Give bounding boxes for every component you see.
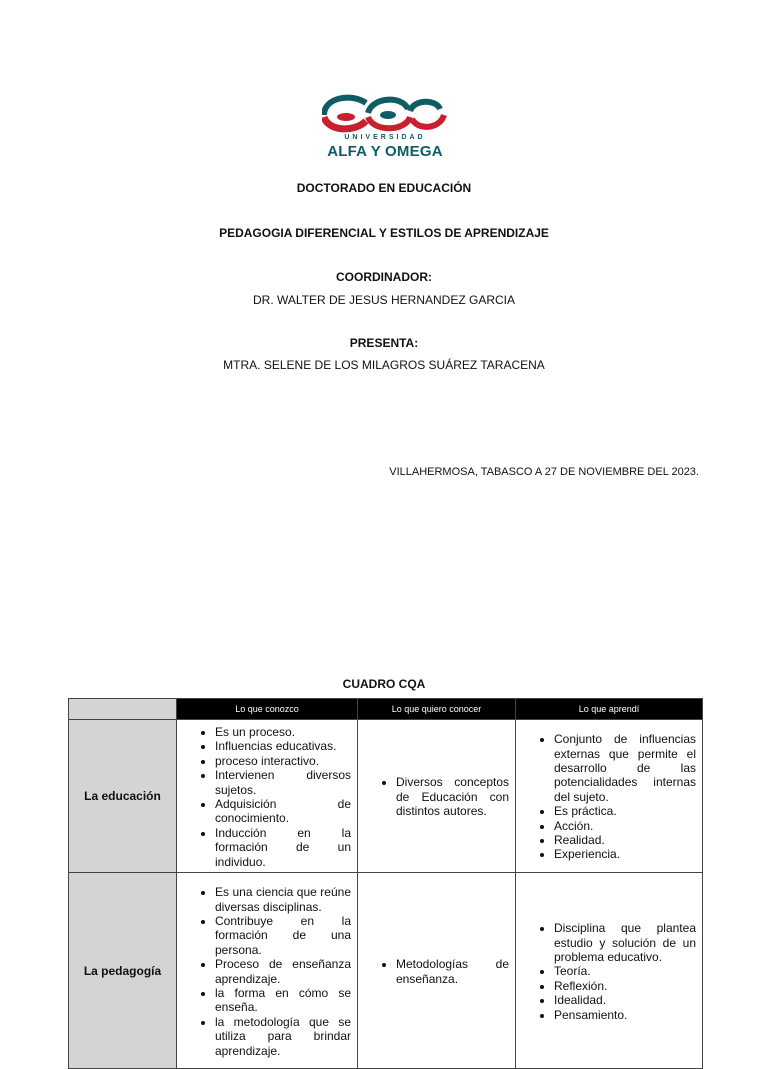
know-cell <box>177 873 358 1069</box>
list-item: • Es un proceso. <box>215 725 351 739</box>
want-cell <box>358 720 516 873</box>
cqa-title: CUADRO CQA <box>342 677 426 691</box>
list-item: • Reflexión. <box>554 979 696 993</box>
header-learned: Lo que aprendí <box>516 699 703 720</box>
header-blank <box>69 699 177 720</box>
list-item: • Idealidad. <box>554 993 696 1007</box>
coordinator-name: DR. WALTER DE JESUS HERNANDEZ GARCIA <box>252 293 516 307</box>
list-item: • Adquisición de conocimiento. <box>215 797 351 826</box>
know-cell <box>177 720 358 873</box>
list-item: • Proceso de enseñanza aprendizaje. <box>215 957 351 986</box>
list-item: • la metodología que se utiliza para brindar aprendizaje. <box>215 1015 351 1058</box>
row-label: La pedagogía <box>69 873 177 1069</box>
list-item: • Metodologías de enseñanza. <box>396 957 509 986</box>
list-item: • Inducción en la formación de un individuo. <box>215 826 351 869</box>
logo-emblem-icon <box>322 93 448 135</box>
row-label: La educación <box>69 720 177 873</box>
list-item: • Influencias educativas. <box>215 739 351 753</box>
coordinator-label: COORDINADOR: <box>336 270 432 284</box>
learned-cell <box>516 873 703 1069</box>
table-row <box>69 720 703 873</box>
list-item: • Experiencia. <box>554 847 696 861</box>
list-item: • Contribuye en la formación de una persona. <box>215 914 351 957</box>
list-item: • Realidad. <box>554 833 696 847</box>
list-item: • Disciplina que plantea estudio y solución de un problema educativo. <box>554 921 696 964</box>
logo-university-label: UNIVERSIDAD <box>344 134 426 141</box>
logo-university-name: ALFA Y OMEGA <box>327 143 443 160</box>
learned-cell <box>516 720 703 873</box>
list-item: • Es una ciencia que reúne diversas disciplinas. <box>215 885 351 914</box>
list-item: • proceso interactivo. <box>215 754 351 768</box>
list-item: • Pensamiento. <box>554 1008 696 1022</box>
list-item: • Conjunto de influencias externas que permite el desarrollo de las potencialidades internas del sujeto. <box>554 732 696 804</box>
list-item: • Intervienen diversos sujetos. <box>215 768 351 797</box>
cqa-table <box>68 698 703 1069</box>
header-want: Lo que quiero conocer <box>358 699 516 720</box>
want-cell <box>358 873 516 1069</box>
list-item: • la forma en cómo se enseña. <box>215 986 351 1015</box>
university-logo <box>322 93 448 163</box>
presenter-label: PRESENTA: <box>349 336 419 350</box>
place-date: VILLAHERMOSA, TABASCO A 27 DE NOVIEMBRE DEL 2023. <box>389 466 699 478</box>
cqa-header-row <box>69 699 703 720</box>
header-know: Lo que conozco <box>177 699 358 720</box>
table-row <box>69 873 703 1069</box>
list-item: • Es práctica. <box>554 804 696 818</box>
course-title: PEDAGOGIA DIFERENCIAL Y ESTILOS DE APRENDIZAJE <box>219 226 549 240</box>
list-item: • Teoría. <box>554 964 696 978</box>
list-item: • Acción. <box>554 819 696 833</box>
program-title: DOCTORADO EN EDUCACIÓN <box>296 181 472 195</box>
presenter-name: MTRA. SELENE DE LOS MILAGROS SUÁREZ TARACENA <box>223 358 545 372</box>
list-item: • Diversos conceptos de Educación con distintos autores. <box>396 775 509 818</box>
